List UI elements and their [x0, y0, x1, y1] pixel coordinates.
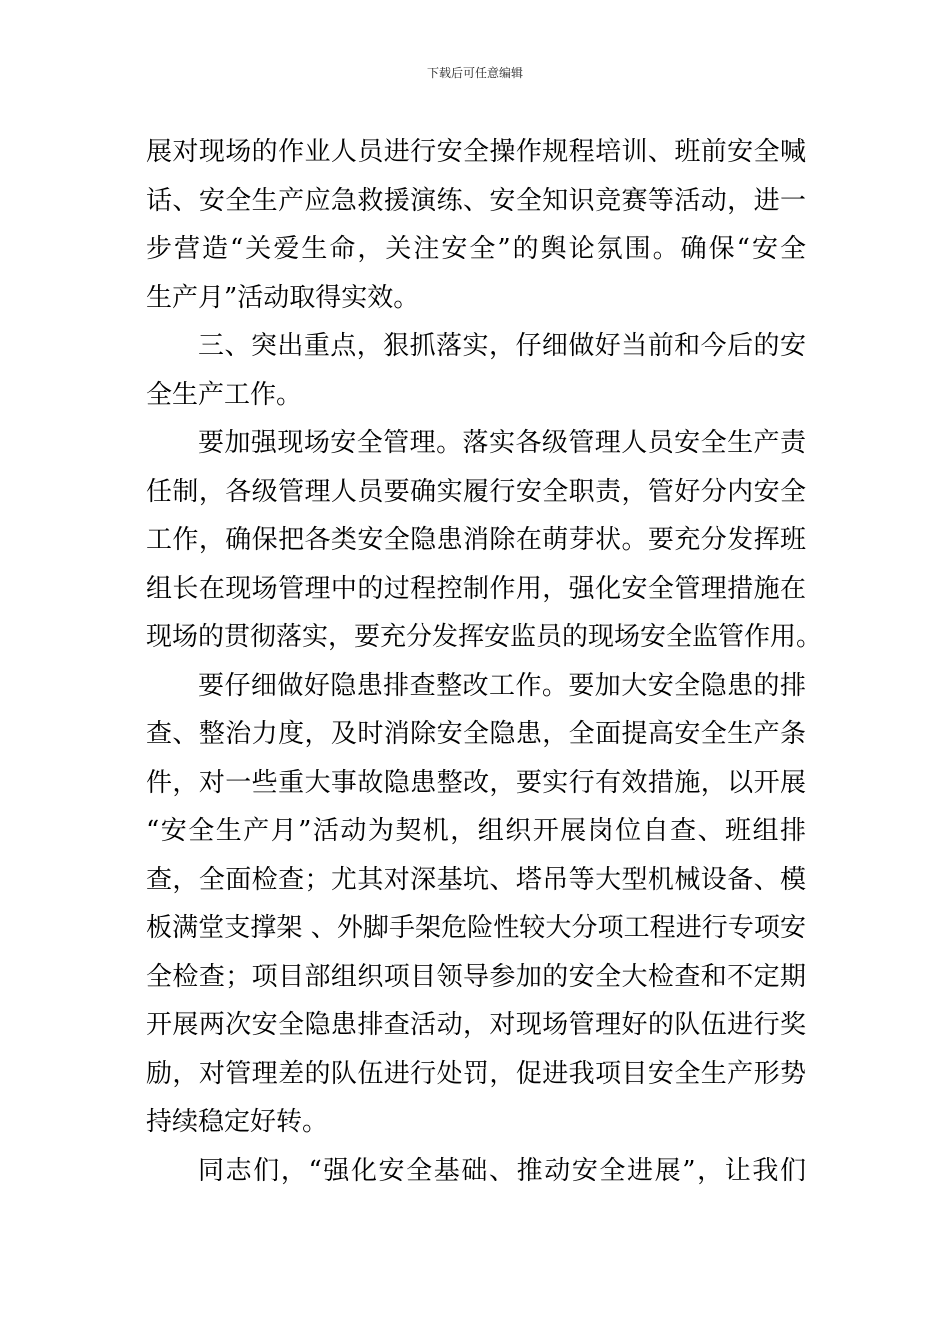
- document-body: [146, 128, 823, 1195]
- section-heading-line: 三、突出重点，狠抓落实，仔细做好当前和今后的安: [198, 331, 806, 361]
- text-line: 励，对管理差的队伍进行处罚，促进我项目安全生产形势: [146, 1058, 806, 1089]
- text-line: “安全生产月”活动为契机，组织开展岗位自查、班组排: [146, 816, 806, 846]
- text-line: 步营造“关爱生命，关注安全”的舆论氛围。确保“安全: [146, 234, 806, 264]
- text-line: 组长在现场管理中的过程控制作用，强化安全管理措施在: [146, 573, 806, 604]
- text-line: 现场的贯彻落实，要充分发挥安监员的现场安全监管作用。: [146, 622, 823, 652]
- text-line: 同志们，“强化安全基础、推动安全进展”，让我们: [198, 1155, 806, 1186]
- text-line: 要加强现场安全管理。落实各级管理人员安全生产责: [198, 428, 806, 458]
- text-line: 话、安全生产应急救援演练、安全知识竞赛等活动，进一: [146, 185, 806, 216]
- text-line: 生产月”活动取得实效。: [146, 282, 420, 313]
- text-line: 查、整治力度，及时消除安全隐患，全面提高安全生产条: [146, 719, 806, 749]
- text-line: 查，全面检查；尤其对深基坑、塔吊等大型机械设备、模: [146, 864, 806, 895]
- text-line: 全检查；项目部组织项目领导参加的安全大检查和不定期: [146, 961, 806, 992]
- text-line: 板满堂支撑架 、外脚手架危险性较大分项工程进行专项安: [146, 913, 806, 943]
- section-heading-line: 全生产工作。: [146, 379, 303, 410]
- text-line: 要仔细做好隐患排查整改工作。要加大安全隐患的排: [198, 670, 806, 701]
- text-line: 工作，确保把各类安全隐患消除在萌芽状。要充分发挥班: [146, 525, 806, 555]
- page-header-note: 下载后可任意编辑: [426, 66, 523, 80]
- text-line: 任制，各级管理人员要确实履行安全职责，管好分内安全: [146, 476, 806, 507]
- text-line: 开展两次安全隐患排查活动，对现场管理好的队伍进行奖: [146, 1010, 806, 1040]
- text-line: 展对现场的作业人员进行安全操作规程培训、班前安全喊: [146, 137, 806, 167]
- text-line: 持续稳定好转。: [146, 1107, 329, 1137]
- text-line: 件，对一些重大事故隐患整改，要实行有效措施，以开展: [146, 767, 806, 798]
